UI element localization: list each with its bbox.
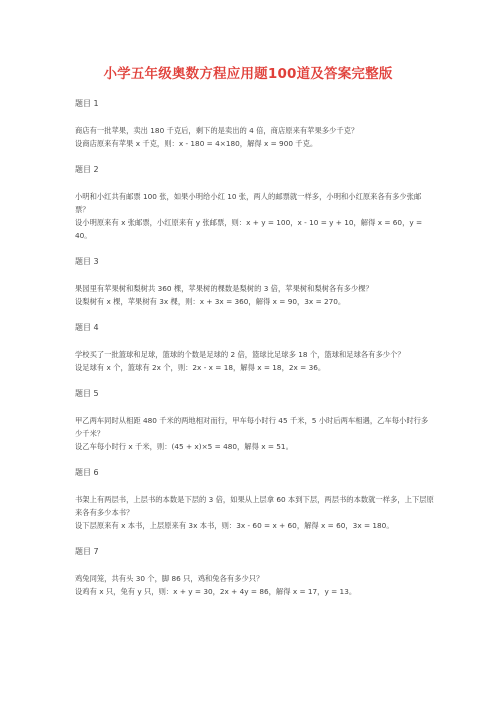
problem-question: 鸡兔同笼，共有头 30 个，脚 86 只，鸡和兔各有多少只？ <box>75 574 264 583</box>
problem-question: 小明和小红共有邮票 100 张，如果小明给小红 10 张，两人的邮票就一样多，小明和小红原来各有多少张邮票？ <box>75 192 422 214</box>
problem-answer: 设商店原来有苹果 x 千克，则：x - 180 = 4×180，解得 x = 900 千克。 <box>75 139 318 148</box>
problem-question: 商店有一批苹果，卖出 180 千克后，剩下的是卖出的 4 倍，商店原来有苹果多少千克？ <box>75 126 359 135</box>
problem-item <box>75 256 435 322</box>
problem-answer: 设梨树有 x 棵，苹果树有 3x 棵，则：x + 3x = 360，解得 x = 90，3x = 270。 <box>75 297 346 306</box>
problem-title: 题目 5 <box>75 389 99 398</box>
problem-question: 甲乙两车同时从相距 480 千米的两地相对而行，甲车每小时行 45 千米，5 小时后两车相遇，乙车每小时行多少千米？ <box>75 416 429 438</box>
problem-item <box>75 467 435 546</box>
document-title: 小学五年级奥数方程应用题100道及答案完整版 <box>103 66 393 82</box>
problem-item <box>75 164 435 256</box>
problem-answer: 设足球有 x 个，篮球有 2x 个，则：2x - x = 18，解得 x = 18，2x = 36。 <box>75 363 326 372</box>
problem-item <box>75 546 435 598</box>
problem-item <box>75 322 435 388</box>
problem-title: 题目 1 <box>75 99 99 108</box>
problem-title: 题目 7 <box>75 547 99 556</box>
problem-item <box>75 98 435 164</box>
problem-title: 题目 3 <box>75 257 99 266</box>
problem-title: 题目 6 <box>75 468 99 477</box>
problem-answer: 设乙车每小时行 x 千米，则：(45 + x)×5 = 480，解得 x = 51。 <box>75 442 293 451</box>
problem-answer: 设鸡有 x 只，兔有 y 只，则：x + y = 30，2x + 4y = 86，解得 x = 17，y = 13。 <box>75 587 357 596</box>
problem-list <box>75 98 435 598</box>
problem-title: 题目 4 <box>75 323 99 332</box>
problem-item <box>75 388 435 467</box>
problem-question: 书架上有两层书，上层书的本数是下层的 3 倍，如果从上层拿 60 本到下层，两层书的本数就一样多，上下层原来各有多少本书？ <box>75 495 434 517</box>
problem-answer: 设小明原来有 x 张邮票，小红原来有 y 张邮票，则：x + y = 100，x - 10 = y + 10，解得 x = 60，y = 40。 <box>75 218 425 240</box>
problem-answer: 设下层原来有 x 本书，上层原来有 3x 本书，则：3x - 60 = x + 60，解得 x = 60，3x = 180。 <box>75 521 394 530</box>
problem-title: 题目 2 <box>75 165 99 174</box>
problem-question: 学校买了一批篮球和足球，篮球的个数是足球的 2 倍，篮球比足球多 18 个，篮球和足球各有多少个？ <box>75 350 405 359</box>
problem-question: 果园里有苹果树和梨树共 360 棵，苹果树的棵数是梨树的 3 倍，苹果树和梨树各有多少棵？ <box>75 284 373 293</box>
